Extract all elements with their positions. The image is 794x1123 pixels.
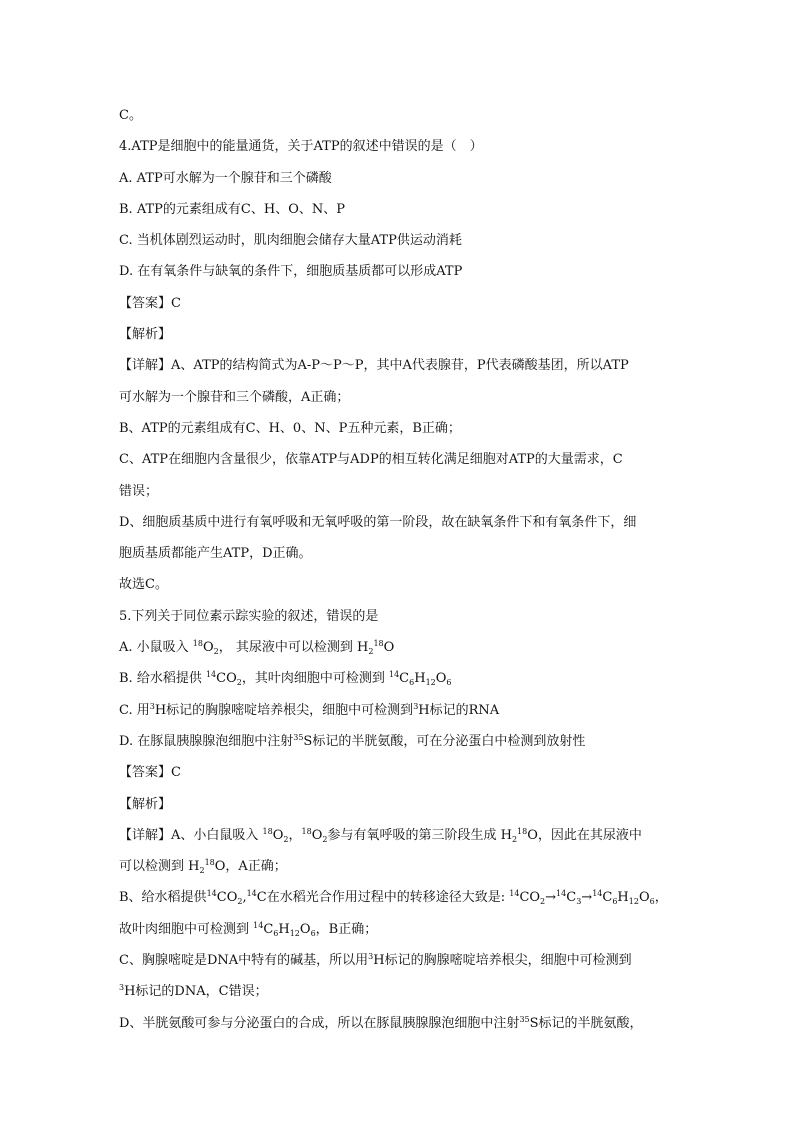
text-line: D. 在有氧条件与缺氧的条件下，细胞质基质都可以形成ATP	[119, 264, 463, 280]
text-line: $^3$H标记的DNA，C错误；	[119, 983, 268, 1000]
text-line: C、胸腺嘧啶是DNA中特有的碱基，所以用$^3$H标记的胸腺嘧啶培养根尖，细胞中可检测到	[119, 952, 632, 969]
text-line: 4.ATP是细胞中的能量通货，关于ATP的叙述中错误的是（ ）	[119, 139, 483, 155]
text-line: A. ATP可水解为一个腺苷和三个磷酸	[119, 170, 332, 186]
text-line: 错误；	[119, 483, 159, 499]
document-page	[119, 100, 679, 1039]
text-line: B. 给水稻提供 $^{14}CO_2$，其叶肉细胞中可检测到 $^{14}C_6H_{12}O_6$	[119, 670, 452, 688]
text-line: B、给水稻提供$^{14}CO_2,^{14}C$在水稻光合作用过程中的转移途径大致是: $^{14}CO_2\to^{14}C_3\to^{14}C_6H_{12}O_6$，	[119, 889, 668, 907]
text-line: 胞质基质都能产生ATP，D正确。	[119, 546, 312, 562]
text-line: 故选C。	[119, 577, 168, 593]
text-line: B. ATP的元素组成有C、H、O、N、P	[119, 201, 345, 217]
text-line: D、细胞质基质中进行有氧呼吸和无氧呼吸的第一阶段，故在缺氧条件下和有氧条件下，细	[119, 514, 637, 530]
text-line: 故叶肉细胞中可检测到 $^{14}C_6H_{12}O_6$，B正确；	[119, 920, 378, 938]
text-line: D. 在豚鼠胰腺腺泡细胞中注射$^{35}$S标记的半胱氨酸，可在分泌蛋白中检测到放射性	[119, 732, 586, 749]
text-line: 【答案】C	[119, 765, 181, 781]
text-line: A. 小鼠吸入 $^{18}O_2$， 其尿液中可以检测到 $H_2^{18}O$	[119, 639, 395, 657]
text-line: 【详解】A、ATP的结构简式为A-P～P～P，其中A代表腺苷，P代表磷酸基团，所以ATP	[119, 358, 629, 374]
text-line: 可水解为一个腺苷和三个磷酸，A正确；	[119, 389, 350, 405]
text-line: C、ATP在细胞内含量很少，依靠ATP与ADP的相互转化满足细胞对ATP的大量需求，C	[119, 452, 623, 468]
text-line: 5.下列关于同位素示踪实验的叙述，错误的是	[119, 608, 379, 624]
text-line: C. 当机体剧烈运动时，肌肉细胞会储存大量ATP供运动消耗	[119, 233, 462, 249]
text-line: D、半胱氨酸可参与分泌蛋白的合成，所以在豚鼠胰腺腺泡细胞中注射$^{35}$S标记的半胱氨酸，	[119, 1014, 643, 1031]
text-line: C。	[119, 108, 142, 123]
text-line: 可以检测到 $H_2^{18}O$，A正确；	[119, 858, 287, 876]
text-line: 【答案】C	[119, 295, 181, 311]
text-line: B、ATP的元素组成有C、H、0、N、P五种元素，B正确；	[119, 420, 461, 436]
text-line: 【详解】A、小白鼠吸入 $^{18}O_2$，$^{18}O_2$参与有氧呼吸的第三阶段生成 $H_2^{18}O$，因此在其尿液中	[119, 826, 642, 844]
text-line: C. 用$^3$H标记的胸腺嘧啶培养根尖，细胞中可检测到$^3$H标记的RNA	[119, 701, 500, 718]
text-line: 【解析】	[119, 327, 172, 343]
text-line: 【解析】	[119, 796, 172, 812]
